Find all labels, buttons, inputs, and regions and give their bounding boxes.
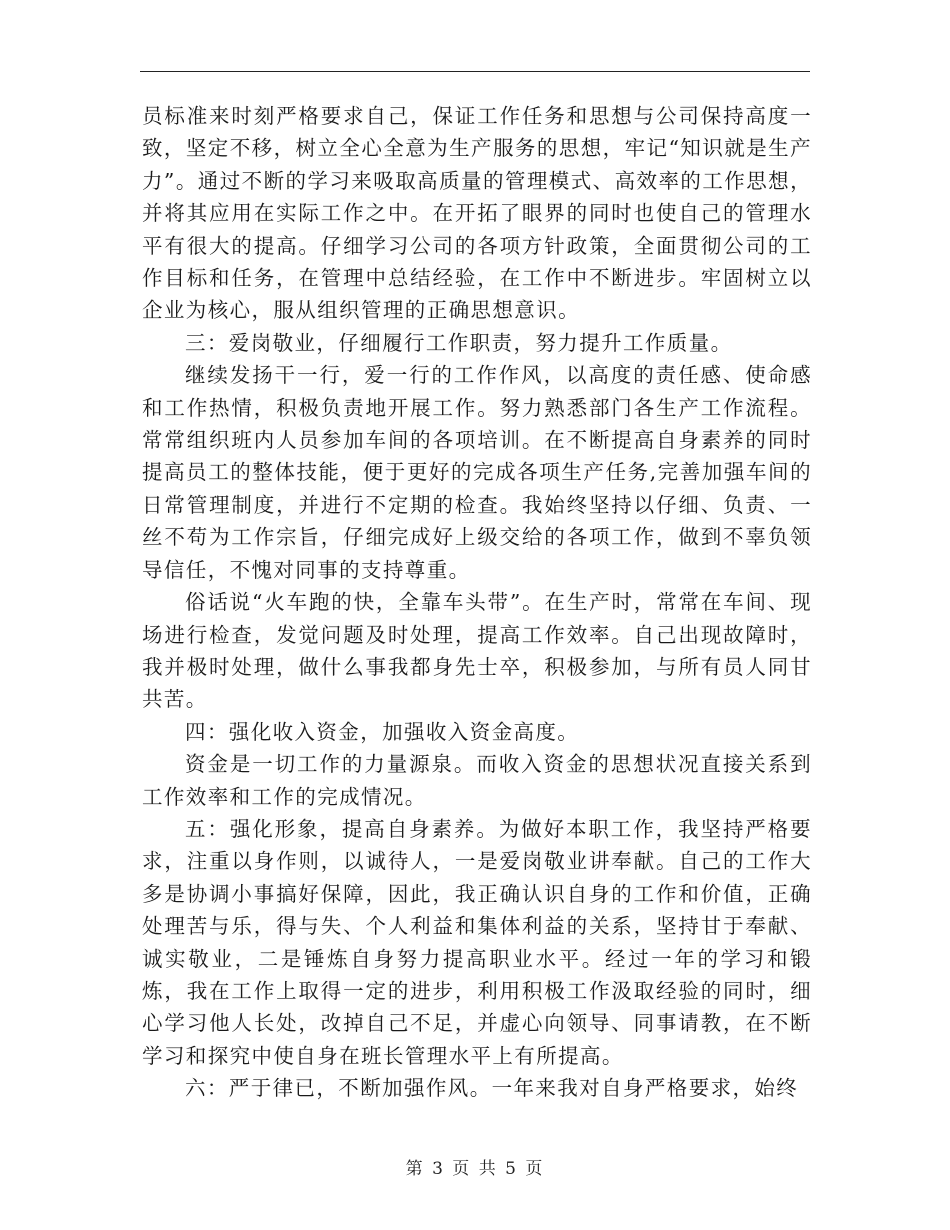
section-heading-six: 六：严于律已，不断加强作风。一年来我对自身严格要求，始终 — [185, 1076, 799, 1101]
paragraph: 俗话说“火车跑的快，全靠车头带”。在生产时，常常在车间、现场进行检查，发觉问题及时处理，提高工作效率。自己出现故障时，我并极时处理，做什么事我都身先士卒，积极参加，与所有员人同甘共苦。 — [142, 590, 812, 712]
section-heading-three: 三：爱岗敬业，仔细履行工作职责，努力提升工作质量。 — [185, 330, 733, 355]
paragraph: 继续发扬干一行，爱一行的工作作风，以高度的责任感、使命感和工作热情，积极负责地开展工作。努力熟悉部门各生产工作流程。常常组织班内人员参加车间的各项培训。在不断提高自身素养的同时提高员工的整体技能，便于更好的完成各项生产任务,完善加强车间的日常管理制度，并进行不定期的检查。我始终坚持以仔细、负责、一丝不苟为工作宗旨，仔细完成好上级交给的各项工作，做到不辜负领导信任，不愧对同事的支持尊重。 — [142, 363, 812, 582]
document-body — [142, 100, 812, 1105]
paragraph: 资金是一切工作的力量源泉。而收入资金的思想状况直接关系到工作效率和工作的完成情况。 — [142, 752, 812, 809]
page-number-footer: 第 3 页 共 5 页 — [405, 1159, 545, 1179]
header-rule — [140, 71, 810, 72]
section-heading-five: 五：强化形象，提高自身素养。为做好本职工作，我坚持严格要求，注重以身作则，以诚待人，一是爱岗敬业讲奉献。自己的工作大多是协调小事搞好保障，因此，我正确认识自身的工作和价值，正确处理苦与乐，得与失、个人利益和集体利益的关系，坚持甘于奉献、诚实敬业，二是锤炼自身努力提高职业水平。经过一年的学习和锻炼，我在工作上取得一定的进步，利用积极工作汲取经验的同时，细心学习他人长处，改掉自己不足，并虚心向领导、同事请教，在不断学习和探究中使自身在班长管理水平上有所提高。 — [142, 816, 812, 1068]
paragraph: 员标准来时刻严格要求自己，保证工作任务和思想与公司保持高度一致，坚定不移，树立全心全意为生产服务的思想，牢记“知识就是生产力”。通过不断的学习来吸取高质量的管理模式、高效率的工作思想，并将其应用在实际工作之中。在开拓了眼界的同时也使自己的管理水平有很大的提高。仔细学习公司的各项方针政策，全面贯彻公司的工作目标和任务，在管理中总结经验，在工作中不断进步。牢固树立以企业为核心，服从组织管理的正确思想意识。 — [142, 104, 812, 323]
section-heading-four: 四：强化收入资金，加强收入资金高度。 — [185, 719, 580, 744]
